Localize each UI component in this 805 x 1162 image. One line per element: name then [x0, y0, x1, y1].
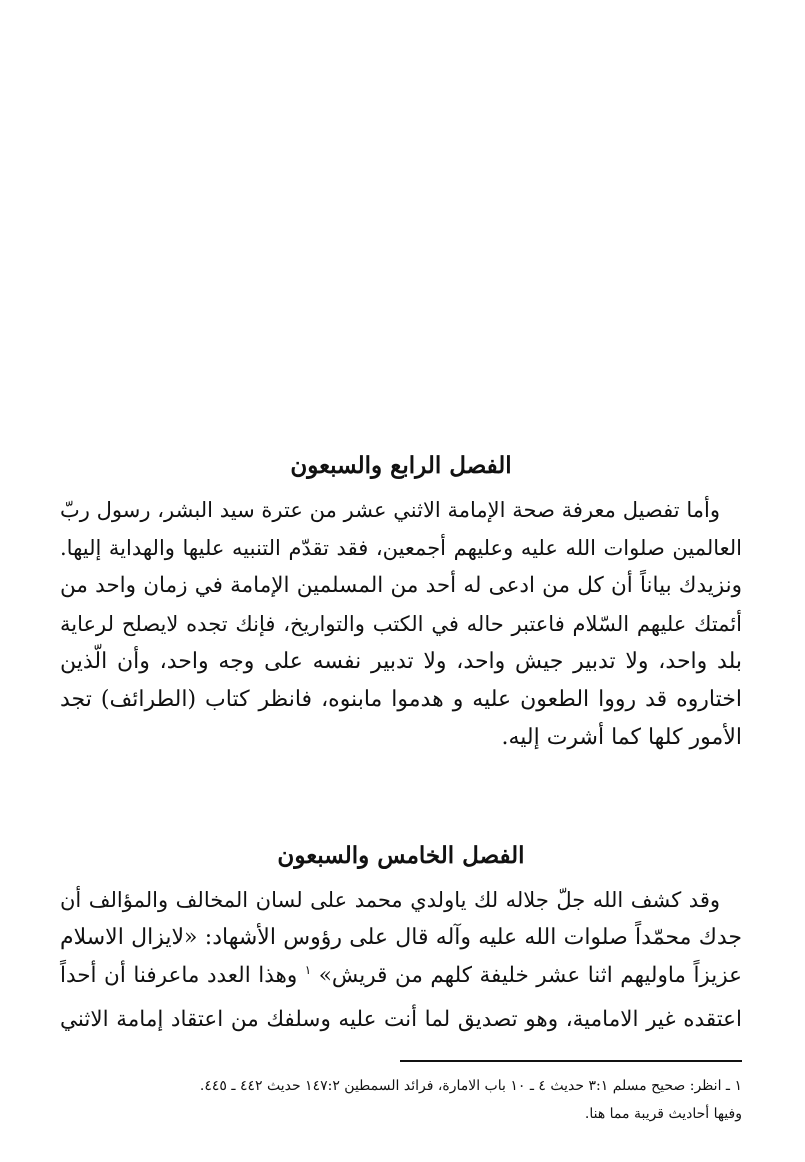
section-75-line-2: جدك محمّداً صلوات الله عليه وآله قال على رؤوس الأشهاد: «لايزال الاسلام — [60, 925, 742, 950]
section-74-line-3: ونزيدك بياناً أن كل من ادعى له أحد من المسلمين الإمامة في زمان واحد من — [60, 573, 742, 598]
footnote-reference: ١ — [304, 962, 312, 977]
section-74-line-2: العالمين صلوات الله عليه وعليهم أجمعين، فقد تقدّم التنبيه عليها والهداية إليها. — [60, 536, 742, 560]
footnote-separator — [400, 1060, 742, 1062]
section-75-line-1: وقد كشف الله جلّ جلاله لك ياولدي محمد على لسان المخالف والمؤالف أن — [60, 888, 720, 912]
hadith-quote: عزيزاً ماوليهم اثنا عشر خليفة كلهم من قريش» — [318, 963, 742, 988]
section-75-title: الفصل الخامس والسبعون — [277, 842, 525, 869]
section-74-line-7: الأمور كلها كما أشرت إليه. — [501, 725, 742, 750]
section-74-line-4: أئمتك عليهم السّلام فاعتبر حاله في الكتب والتواريخ، فإنك تجده لايصلح لرعاية — [60, 612, 742, 636]
footnote-line-2: وفيها أحاديث قريبة مما هنا. — [584, 1106, 742, 1122]
section-74-line-5: بلد واحد، ولا تدبير جيش واحد، ولا تدبير نفسه على وجه واحد، وأن الّذين — [60, 649, 742, 674]
section-74-title: الفصل الرابع والسبعون — [290, 452, 512, 479]
section-74-line-1: وأما تفصيل معرفة صحة الإمامة الاثني عشر من عترة سيد البشر، رسول ربّ — [60, 498, 720, 522]
book-page — [60, 0, 742, 1162]
section-75-line-4: اعتقده غير الامامية، وهو تصديق لما أنت عليه وسلفك من اعتقاد إمامة الاثني — [60, 1007, 742, 1032]
section-75-line-3 — [60, 959, 742, 993]
section-75-line-3-tail: وهذا العدد ماعرفنا أن أحداً — [60, 963, 298, 988]
section-74-line-6: اختاروه قد رووا الطعون عليه و هدموا مابنوه، فانظر كتاب (الطرائف) تجد — [60, 687, 742, 712]
footnote-line-1: ١ ـ انظر: صحيح مسلم ٣:١ حديث ٤ ـ ١٠ باب الامارة، فرائد السمطين ١٤٧:٢ حديث ٤٤٢ ـ ٤٤٥. — [199, 1078, 742, 1094]
